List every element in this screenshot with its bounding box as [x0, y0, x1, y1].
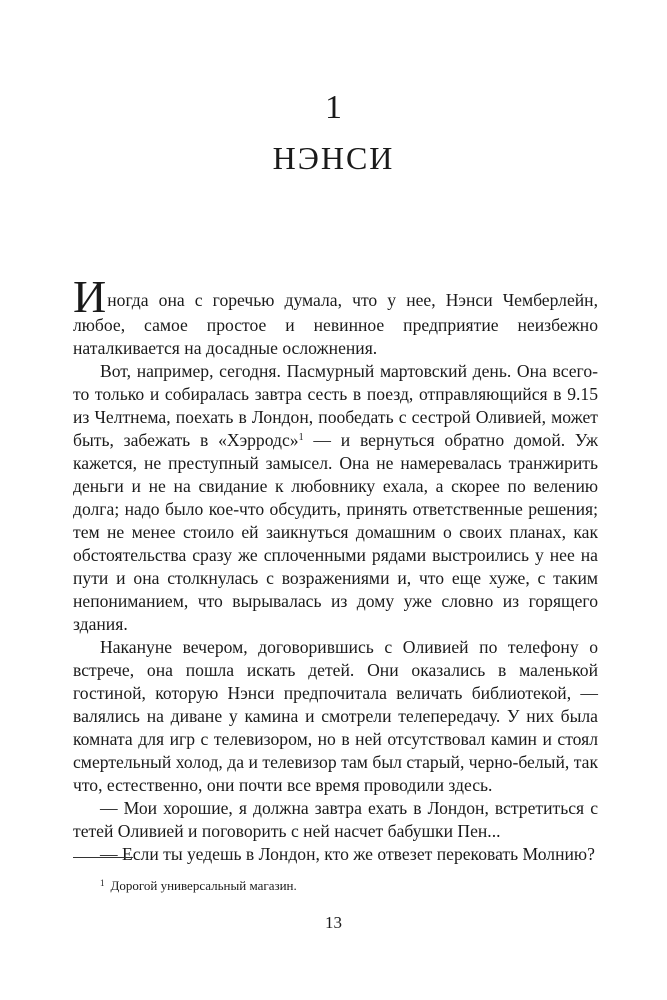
chapter-title: НЭНСИ — [272, 140, 395, 176]
drop-initial: И — [73, 271, 107, 322]
page-number: 13 — [325, 913, 342, 932]
footnote-number: 1 — [100, 878, 105, 888]
paragraph-2-text-a: Вот, например, сегодня. Пасмурный мартовский день. Она всего-то только и собиралась завтра сесть в поезд, отправляющийся в 9.15 из Челтнема, поехать в Лондон, пообедать с сестрой Оливией, может быть, забежать в «Хэрродс» — [73, 361, 598, 450]
footnote-text: Дорогой универсальный магазин. — [110, 878, 297, 893]
footnote-marker: 1 — [298, 432, 304, 443]
footnote-divider — [73, 857, 133, 858]
body-text — [73, 271, 599, 866]
dialogue-line-2: — Если ты уедешь в Лондон, кто же отвезет перековать Молнию? — [100, 844, 595, 864]
chapter-number: 1 — [325, 89, 342, 126]
paragraph-1 — [73, 271, 598, 360]
footnote — [100, 874, 580, 895]
paragraph-1-text: ногда она с горечью думала, что у нее, Нэнси Чемберлейн, любое, самое простое и невинное предприятие неизбежно наталкивается на досадные осложнения. — [73, 290, 598, 358]
paragraph-2 — [73, 360, 598, 636]
dialogue-line-1: — Мои хорошие, я должна завтра ехать в Лондон, встретиться с тетей Оливией и поговорить с ней насчет бабушки Пен... — [73, 798, 598, 841]
paragraph-3: Накануне вечером, договорившись с Оливией по телефону о встрече, она пошла искать детей. Они оказались в маленькой гостиной, которую Нэнси предпочитала величать библиотекой, — валялись на диване у камина и смотрели телепередачу. У них была комната для игр с телевизором, но в ней отсутствовал камин и стоял смертельный холод, да и телевизор там был старый, черно-белый, так что, естественно, они почти все время проводили здесь. — [73, 637, 598, 795]
paragraph-2-text-b: — и вернуться обратно домой. Уж кажется, не преступный замысел. Она не намеревалась транжирить деньги и не на свидание к любовнику ехала, а скорее по велению долга; надо было кое-что обсудить, принять ответственные решения; тем не менее стоило ей заикнуться домашним о своих планах, как обстоятельства сразу же сплоченными рядами выстроились у нее на пути и она столкнулась с возражениями и, что еще хуже, с таким непониманием, что вырывалась из дому уже словно из горящего здания. — [73, 430, 599, 634]
